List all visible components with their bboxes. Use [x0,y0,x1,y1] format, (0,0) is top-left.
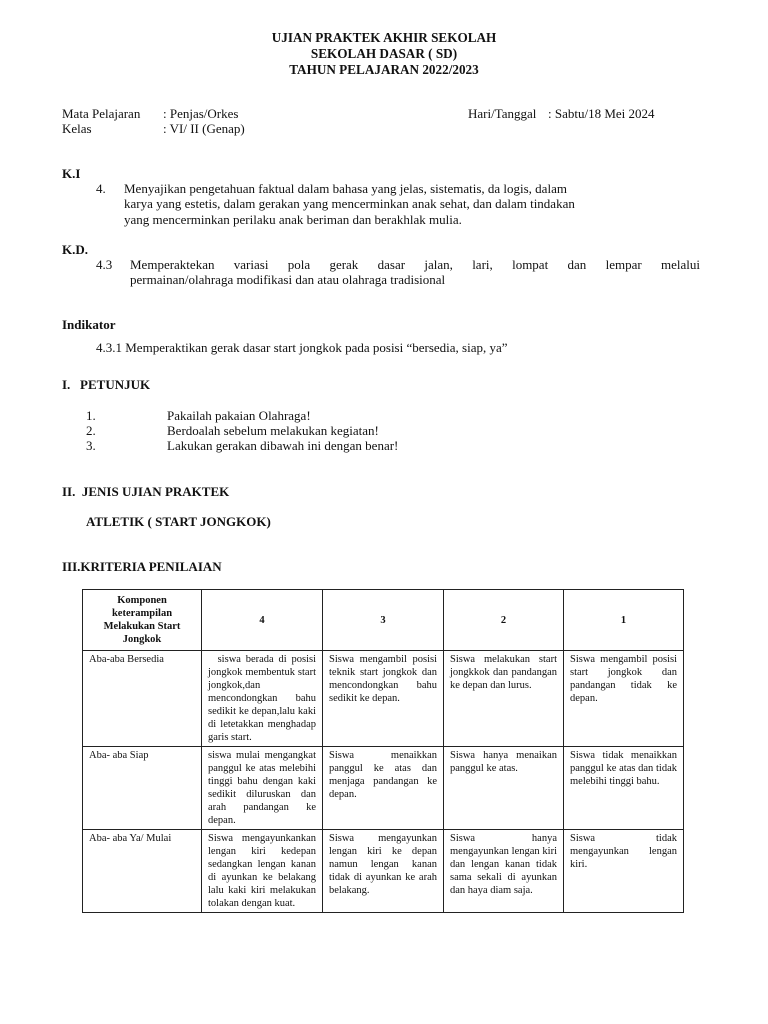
column-header-score-3: 3 [323,590,444,651]
column-header-score-2: 2 [444,590,564,651]
petunjuk-item: Pakailah pakaian Olahraga! [167,408,311,423]
score-1-cell: Siswa tidak mengayunkan lengan kiri. [564,830,684,913]
ki-heading: K.I [62,166,81,181]
kd-text-line: permainan/olahraga modifikasi dan atau olahraga tradisional [130,272,446,287]
score-2-cell: Siswa melakukan start jongkkok dan pandangan ke depan dan lurus. [444,651,564,747]
date-value: : Sabtu/18 Mei 2024 [548,106,655,121]
score-4-cell: Siswa mengayunkankan lengan kiri kedepan sedangkan lengan kanan di ayunkan ke belakang lalu kaki kiri melakukan tolakan dengan kuat. [202,830,323,913]
score-3-cell: Siswa mengayunkan lengan kiri ke depan namun lengan kanan tidak di ayunkan ke arah belakang. [323,830,444,913]
petunjuk-heading: I. PETUNJUK [62,377,151,392]
kriteria-heading: III.KRITERIA PENILAIAN [62,559,222,574]
table-row [83,651,684,747]
table-row [83,747,684,830]
column-header-score-1: 1 [564,590,684,651]
score-1-cell: Siswa tidak menaikkan panggul ke atas dan tidak melebihi tinggi bahu. [564,747,684,830]
kd-text-line: Memperaktekan variasi pola gerak dasar jalan, lari, lompat dan lempar melalui [130,257,700,272]
column-header-score-4: 4 [202,590,323,651]
kd-heading: K.D. [62,242,88,257]
table-header-row [83,590,684,651]
score-4-cell: siswa berada di posisi jongkok membentuk start jongkok,dan mencondongkan bahu sedikit ke depan,lalu kaki di letetakkan menghadap garis start. [202,651,323,747]
class-label: Kelas [62,121,92,136]
petunjuk-number: 3. [86,438,96,453]
exam-title: UJIAN PRAKTEK AKHIR SEKOLAH [271,30,497,45]
row-component: Aba-aba Bersedia [83,651,202,747]
score-2-cell: Siswa hanya menaikan panggul ke atas. [444,747,564,830]
kd-number: 4.3 [96,257,113,272]
indikator-text: 4.3.1 Memperaktikan gerak dasar start jongkok pada posisi “bersedia, siap, ya” [96,340,508,355]
ki-text-line: Menyajikan pengetahuan faktual dalam bahasa yang jelas, sistematis, da logis, dalam [124,181,567,196]
score-3-cell: Siswa menaikkan panggul ke atas dan menjaga pandangan ke depan. [323,747,444,830]
petunjuk-number: 1. [86,408,96,423]
subject-label: Mata Pelajaran [62,106,141,121]
jenis-subheading: ATLETIK ( START JONGKOK) [86,514,271,529]
score-4-cell: siswa mulai mengangkat panggul ke atas melebihi tinggi bahu dengan kaki sedikit diluruskan dan arah pandangan ke depan. [202,747,323,830]
score-3-cell: Siswa mengambil posisi teknik start jongkok dan mencondongkan bahu sedikit ke depan. [323,651,444,747]
academic-year: TAHUN PELAJARAN 2022/2023 [289,62,479,77]
school-level: SEKOLAH DASAR ( SD) [310,46,458,61]
row-component: Aba- aba Ya/ Mulai [83,830,202,913]
row-component: Aba- aba Siap [83,747,202,830]
jenis-heading: II. JENIS UJIAN PRAKTEK [62,484,230,499]
column-header-component: Komponen keterampilan Melakukan Start Jongkok [83,590,202,651]
table-row [83,830,684,913]
petunjuk-item: Lakukan gerakan dibawah ini dengan benar! [167,438,399,453]
subject-value: : Penjas/Orkes [163,106,239,121]
petunjuk-item: Berdoalah sebelum melakukan kegiatan! [167,423,379,438]
score-2-cell: Siswa hanya mengayunkan lengan kiri dan lengan kanan tidak sama sekali di ayunkan dan haya diam saja. [444,830,564,913]
criteria-table [82,589,684,913]
score-1-cell: Siswa mengambil posisi start jongkok dan pandangan tidak ke depan. [564,651,684,747]
ki-text-line: yang mencerminkan perilaku anak beriman dan berakhlak mulia. [124,212,462,227]
ki-number: 4. [96,181,106,196]
class-value: : VI/ II (Genap) [163,121,245,136]
indikator-heading: Indikator [62,317,116,332]
ki-text-line: karya yang estetis, dalam gerakan yang mencerminkan anak sehat, dan dalam tindakan [124,196,575,211]
petunjuk-number: 2. [86,423,96,438]
date-label: Hari/Tanggal [468,106,537,121]
